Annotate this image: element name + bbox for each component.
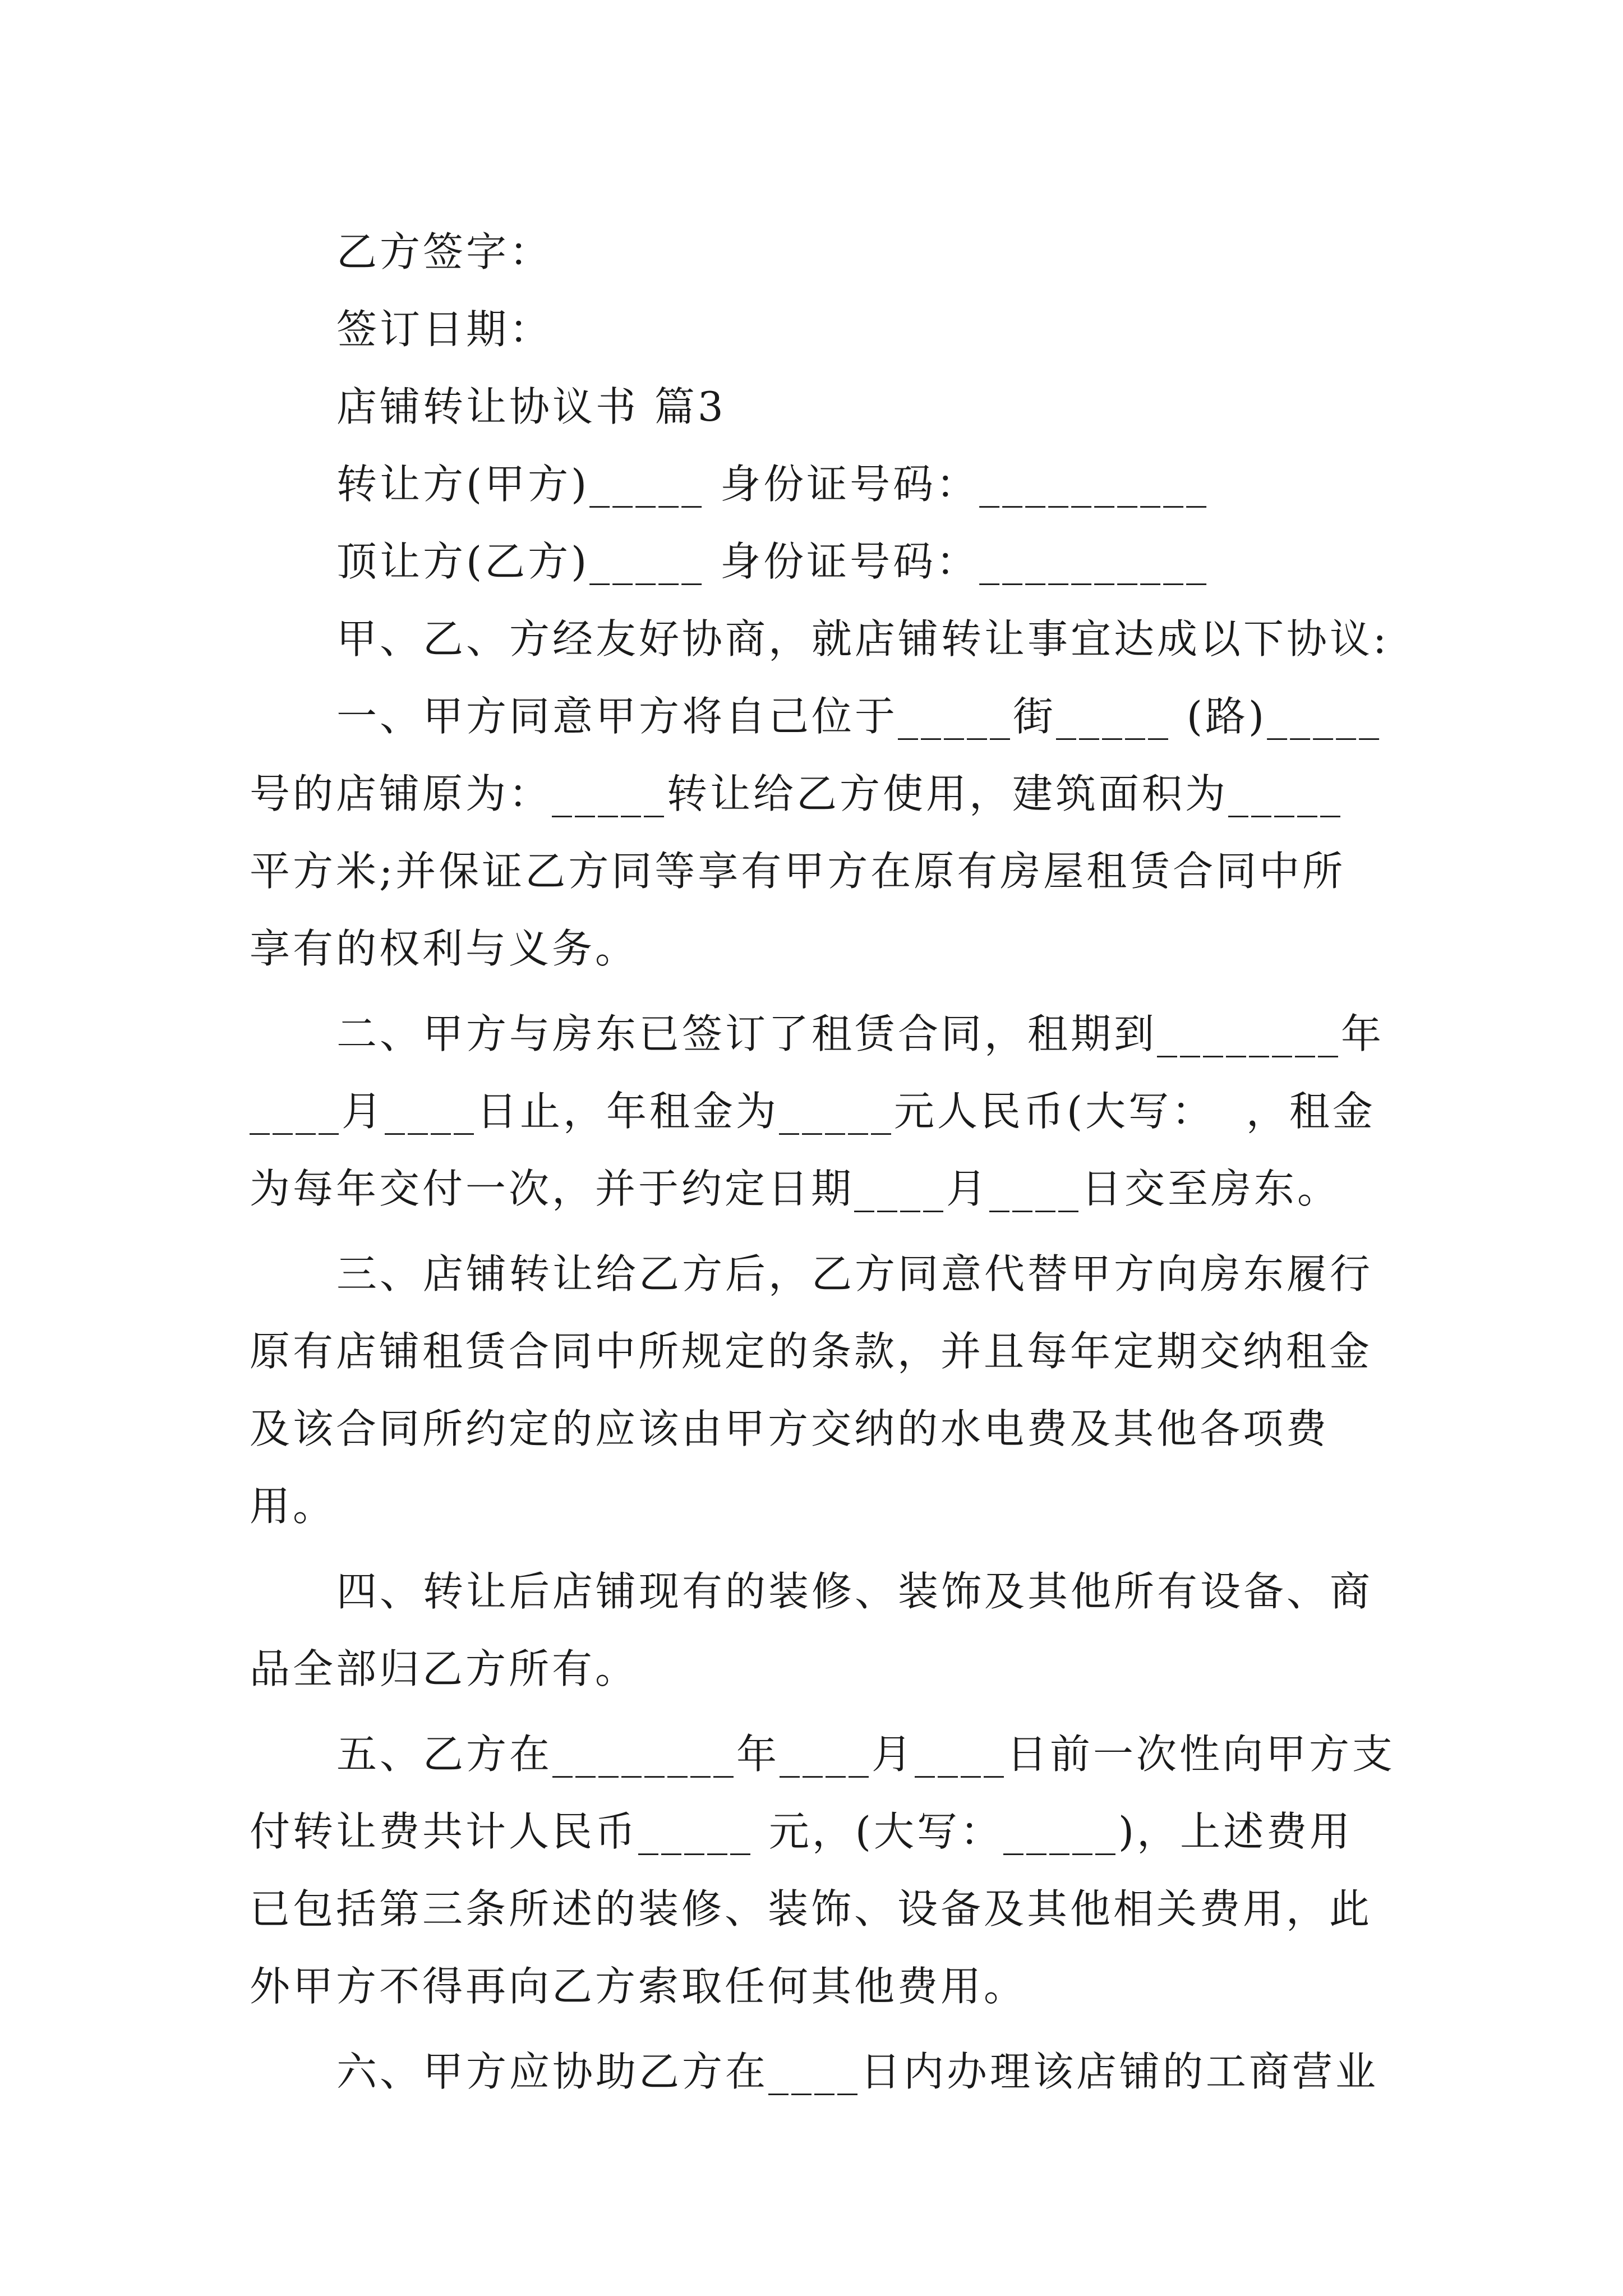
signing-date-line: 签订日期： xyxy=(336,306,553,353)
clause-6-line-1: 六、甲方应协助乙方在____日内办理该店铺的工商营业 xyxy=(336,2048,1379,2095)
clause-5-line-2: 付转让费共计人民币_____ 元，(大写：_____)，上述费用 xyxy=(250,1808,1353,1855)
signature-line-party-b: 乙方签字： xyxy=(336,228,553,275)
clause-3-line-2: 原有店铺租赁合同中所规定的条款，并且每年定期交纳租金 xyxy=(250,1328,1373,1375)
clause-4-line-1: 四、转让后店铺现有的装修、装饰及其他所有设备、商 xyxy=(336,1568,1373,1615)
clause-3-line-3: 及该合同所约定的应该由甲方交纳的水电费及其他各项费 xyxy=(250,1405,1330,1452)
clause-5-line-4: 外甲方不得再向乙方索取任何其他费用。 xyxy=(250,1963,1027,2010)
transferee-line: 顶让方(乙方)_____ 身份证号码：__________ xyxy=(336,538,1210,585)
clause-5-line-3: 已包括第三条所述的装修、装饰、设备及其他相关费用，此 xyxy=(250,1885,1373,1932)
clause-2-line-1: 二、甲方与房东已签订了租赁合同，租期到________年 xyxy=(336,1010,1385,1057)
clause-1-line-4: 享有的权利与义务。 xyxy=(250,925,639,972)
clause-4-line-2: 品全部归乙方所有。 xyxy=(250,1645,639,1692)
document-body xyxy=(250,213,1394,2110)
clause-1-line-3: 平方米;并保证乙方同等享有甲方在原有房屋租赁合同中所 xyxy=(250,848,1346,895)
intro-line: 甲、乙、方经友好协商，就店铺转让事宜达成以下协议: xyxy=(336,615,1390,662)
section-title: 店铺转让协议书 篇3 xyxy=(336,383,726,430)
clause-2-line-2: ____月____日止，年租金为_____元人民币(大写： ，租金 xyxy=(250,1088,1376,1135)
clause-3-line-4: 用。 xyxy=(250,1483,336,1530)
transferor-line: 转让方(甲方)_____ 身份证号码：__________ xyxy=(336,461,1210,508)
clause-5-line-1: 五、乙方在________年____月____日前一次性向甲方支 xyxy=(336,1731,1396,1778)
clause-2-line-3: 为每年交付一次，并于约定日期____月____日交至房东。 xyxy=(250,1165,1341,1212)
clause-1-line-2: 号的店铺原为：_____转让给乙方使用，建筑面积为_____ xyxy=(250,770,1344,817)
clause-3-line-1: 三、店铺转让给乙方后，乙方同意代替甲方向房东履行 xyxy=(336,1250,1373,1297)
clause-1-line-1: 一、甲方同意甲方将自己位于_____街_____ (路)_____ xyxy=(336,693,1382,740)
